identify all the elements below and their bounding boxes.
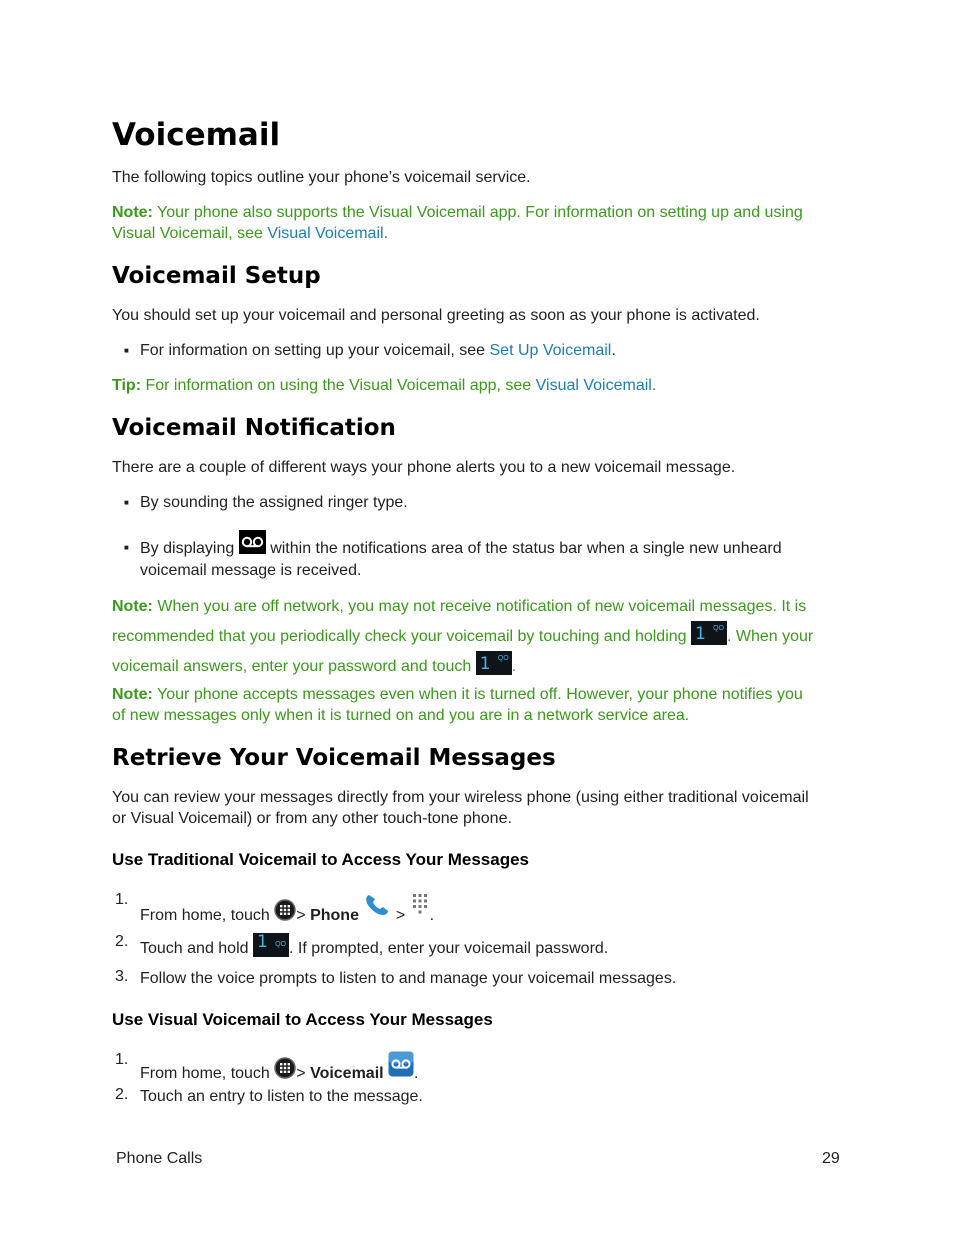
setup-tip: Tip: For information on using the Visual Voicemail app, see Visual Voicemail. — [112, 377, 657, 394]
section-heading-retrieve: Retrieve Your Voicemail Messages — [112, 745, 556, 771]
voicemail-status-icon — [239, 530, 266, 560]
key-1-voicemail-icon: 1 QO — [691, 621, 727, 645]
dialpad-icon — [410, 892, 430, 922]
section-heading-notification: Voicemail Notification — [112, 415, 396, 441]
note-off-network: Note: When you are off network, you may not receive notification of new voicemail messages. It is recommended that you periodically check your voicemail by touching and holding 1 QO . When your voicemail answers, enter your password and touch 1 QO . — [112, 598, 814, 675]
notification-body: There are a couple of different ways your phone alerts you to a new voicemail message. — [112, 459, 736, 476]
visual-voicemail-link[interactable]: Visual Voicemail — [267, 225, 384, 242]
retrieve-body: You can review your messages directly from your wireless phone (using either traditional voicemail or Visual Voicemail) or from any other touch-tone phone. — [112, 789, 809, 827]
traditional-step-1: 1. From home, touch > Phone > . — [112, 884, 842, 914]
subheading-traditional: Use Traditional Voicemail to Access Your Messages — [112, 850, 529, 869]
section-heading-setup: Voicemail Setup — [112, 263, 321, 289]
traditional-step-2: 2. Touch and hold 1 QO . If prompted, enter your voicemail password. — [115, 932, 609, 957]
key-1-voicemail-icon: 1 QO — [253, 933, 289, 957]
notification-bullet-ringer: ■ By sounding the assigned ringer type. — [124, 494, 408, 511]
footer-page-number: 29 — [822, 1150, 840, 1167]
visual-step-2: 2. Touch an entry to listen to the message. — [115, 1086, 423, 1105]
note-phone-off: Note: Your phone accepts messages even when it is turned off. However, your phone notifies you of new messages only when it is turned on and you are in a network service area. — [112, 686, 803, 724]
apps-icon — [274, 1057, 296, 1085]
footer-section-name: Phone Calls — [116, 1150, 203, 1167]
key-1-voicemail-icon: 1 QO — [476, 651, 512, 675]
note-visual-voicemail: Note: Your phone also supports the Visual Voicemail app. For information on setting up and using Visual Voicemail, see Visual Voicemail. — [112, 204, 803, 242]
set-up-voicemail-link[interactable]: Set Up Voicemail — [489, 342, 612, 359]
traditional-step-3: 3. Follow the voice prompts to listen to and manage your voicemail messages. — [115, 968, 677, 987]
subheading-visual: Use Visual Voicemail to Access Your Messages — [112, 1010, 493, 1029]
phone-icon — [363, 892, 391, 924]
setup-bullet: ■ For information on setting up your voicemail, see Set Up Voicemail. — [124, 342, 616, 359]
intro-text: The following topics outline your phone’s voicemail service. — [112, 169, 531, 186]
visual-voicemail-app-icon — [388, 1051, 414, 1083]
apps-icon — [274, 899, 296, 927]
setup-body: You should set up your voicemail and personal greeting as soon as your phone is activated. — [112, 307, 760, 324]
page-title: Voicemail — [112, 117, 281, 153]
visual-step-1: 1. From home, touch > Voicemail . — [112, 1043, 842, 1085]
notification-bullet-icon: ■ By displaying within the notifications area of the status bar when a single new unheard voicemail message is received. — [112, 530, 842, 581]
visual-voicemail-link-tip[interactable]: Visual Voicemail — [535, 377, 652, 394]
